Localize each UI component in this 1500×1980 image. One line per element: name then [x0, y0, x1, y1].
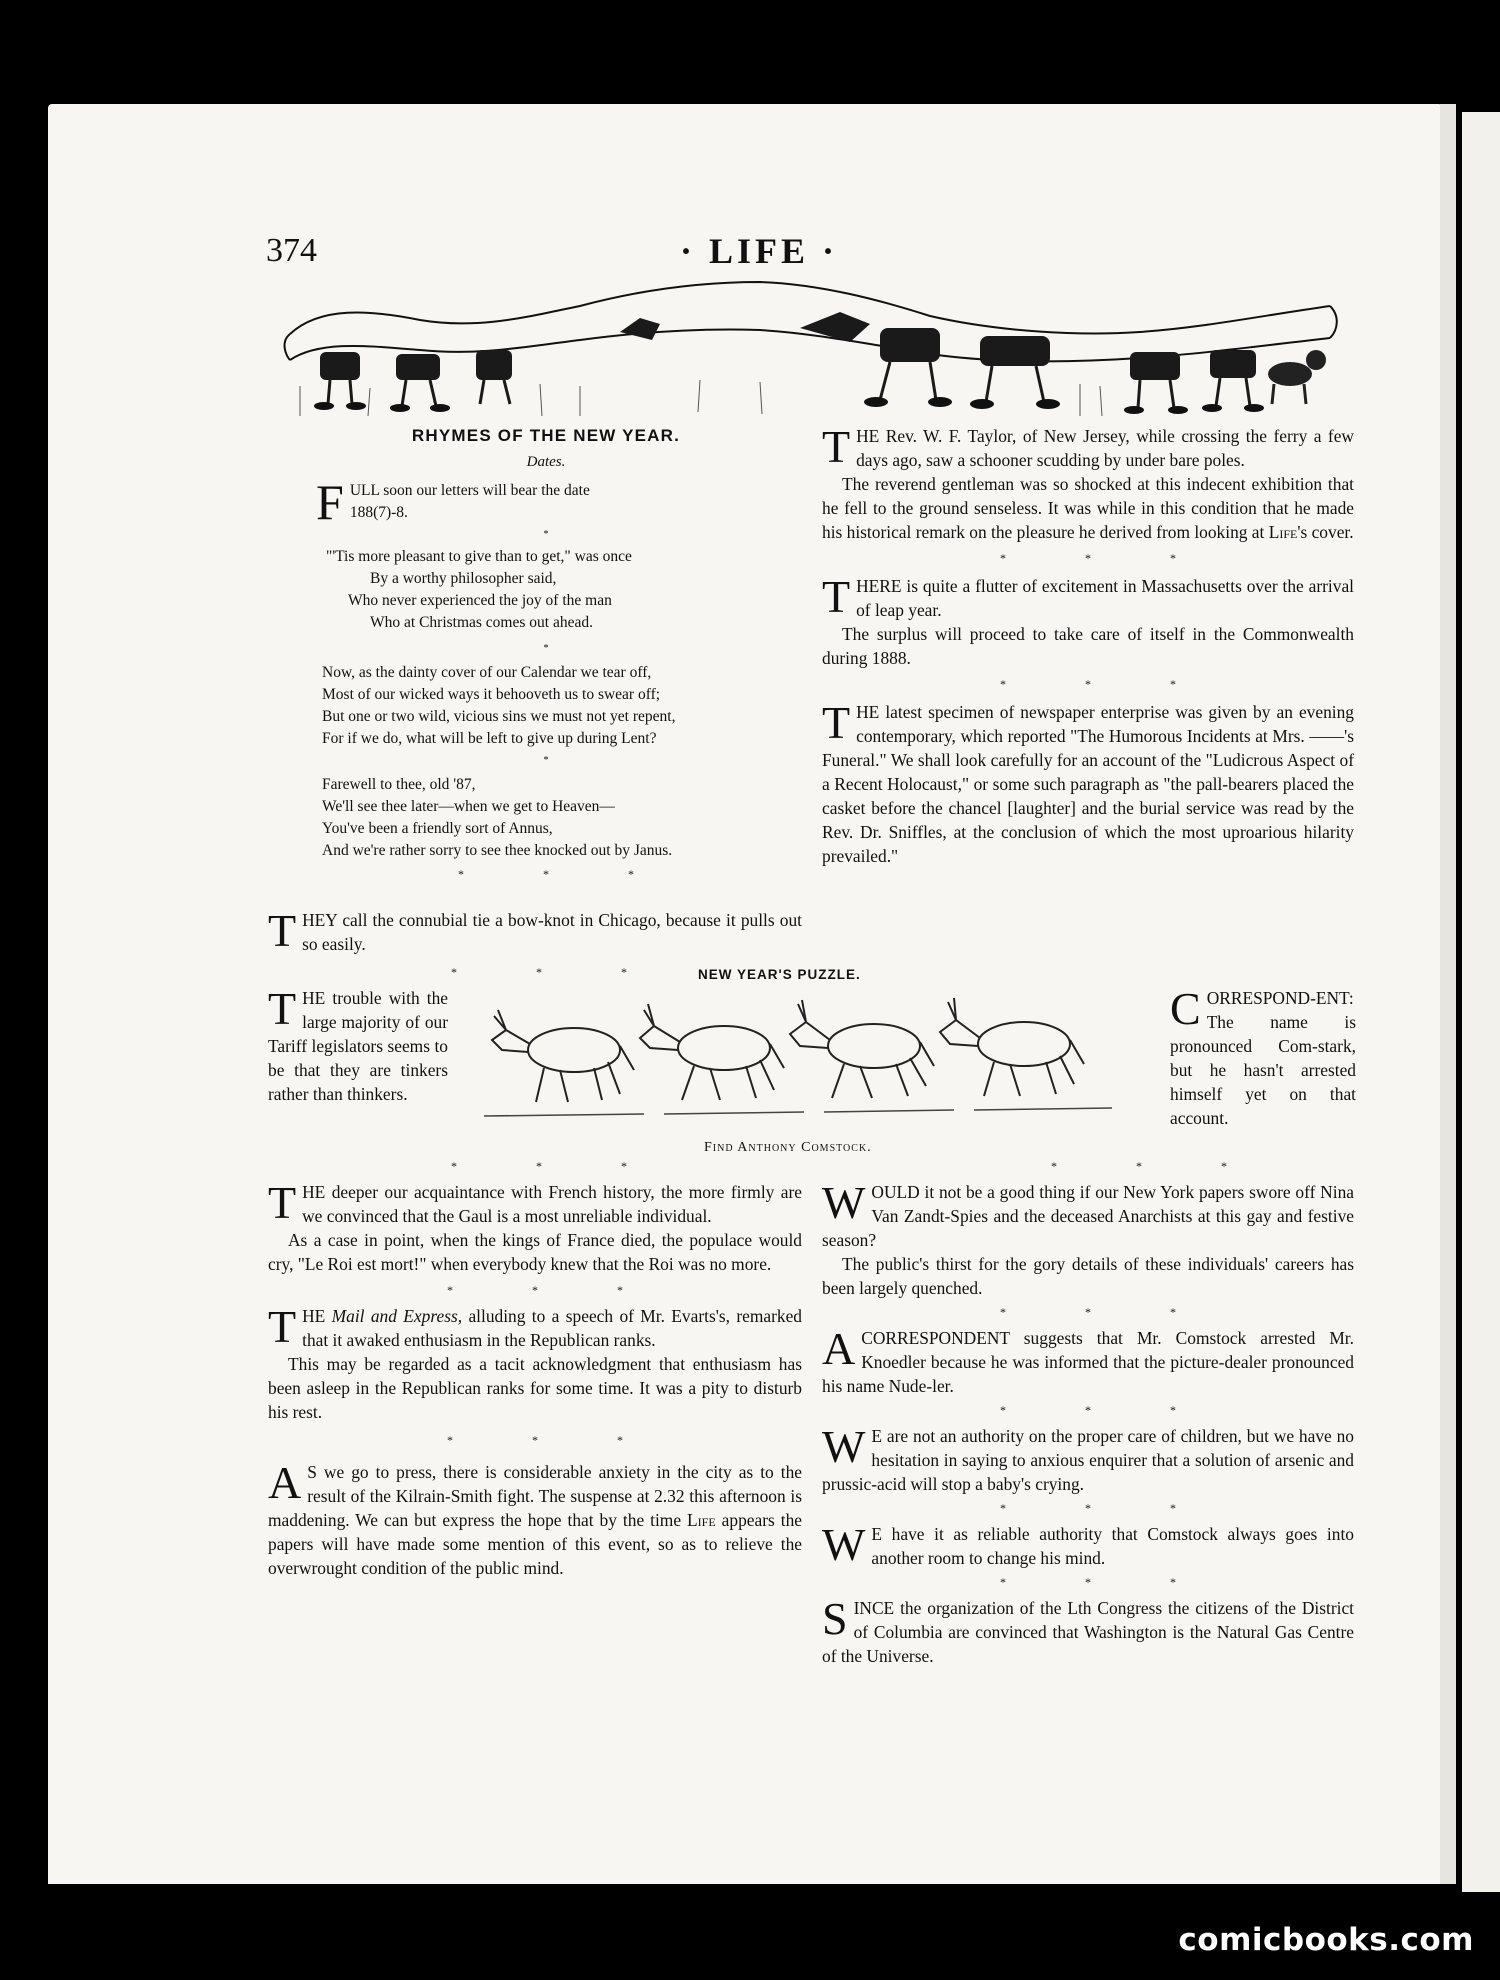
poem-line: But one or two wild, vicious sins we must not yet repent,: [322, 708, 676, 725]
star-divider: * * *: [458, 867, 672, 881]
star-divider: *: [543, 755, 549, 766]
drop-cap: W: [822, 1421, 866, 1472]
right-column-top: [822, 421, 1354, 868]
drop-cap: S: [822, 1593, 848, 1644]
leap-paragraph-2: The surplus will proceed to take care of itself in the Commonwealth during 1888.: [822, 624, 1354, 668]
poem-stanza-1: [296, 474, 796, 530]
star-divider: * * *: [1000, 1575, 1214, 1589]
star-divider: * * *: [1000, 1403, 1214, 1417]
drop-cap: T: [268, 983, 297, 1034]
star-divider: * * *: [1000, 551, 1214, 565]
star-divider: * * *: [1000, 1501, 1214, 1515]
drop-cap: T: [268, 905, 297, 956]
mail-paragraph-2: This may be regarded as a tacit acknowledgment that enthusiasm has been asleep in the Republican ranks for some time. It was a pity to disturb his rest.: [268, 1354, 802, 1422]
poem-stanza-3: [296, 662, 796, 750]
taylor-paragraph: THE Rev. W. F. Taylor, of New Jersey, while crossing the ferry a few days ago, saw a schooner scudding by under bare poles.: [822, 421, 1354, 472]
left-column-lower: [268, 1177, 802, 1580]
star-divider: * * *: [1000, 1305, 1214, 1319]
drop-cap: T: [268, 1177, 297, 1228]
poem-line: "'Tis more pleasant to give than to get," was once: [326, 548, 632, 565]
congress-paragraph: SINCE the organization of the Lth Congress the citizens of the District of Columbia are convinced that Washington is the Natural Gas Centre of the Universe.: [822, 1593, 1354, 1666]
star-divider: * * *: [447, 1283, 661, 1297]
drop-cap: W: [822, 1177, 866, 1228]
poem-line: Now, as the dainty cover of our Calendar we tear off,: [322, 664, 652, 681]
children-paragraph: W E are not an authority on the proper care of children, but we have no hesitation in saying to anxious enquirer that a solution of arsenic and prussic-acid will stop a baby's crying.: [822, 1421, 1354, 1494]
mind-paragraph: W E have it as reliable authority that Comstock always goes into another room to change his mind.: [822, 1519, 1354, 1570]
poem-line: And we're rather sorry to see thee knocked out by Janus.: [322, 842, 673, 859]
would-paragraph: WOULD it not be a good thing if our New York papers swore off Nina Van Zandt-Spies and the deceased Anarchists at this gay and festive season?: [822, 1177, 1354, 1250]
donkeys-puzzle-illustration: [484, 990, 1112, 1130]
poem-line: For if we do, what will be left to give up during Lent?: [322, 730, 657, 747]
drop-cap: T: [822, 697, 851, 748]
star-divider: * * *: [447, 1433, 661, 1447]
poem-stanza-2: [296, 546, 796, 634]
rhymes-column: [296, 424, 796, 884]
rhymes-heading: RHYMES OF THE NEW YEAR.: [411, 426, 681, 445]
rhymes-subheading: Dates.: [526, 454, 566, 470]
taylor-paragraph-2: The reverend gentleman was so shocked at this indecent exhibition that he fell to the ground senseless. It was while in this condition that he made his historical remark on the pleasure he derived from looking at Life's cover.: [822, 474, 1354, 542]
drop-cap: T: [822, 571, 851, 622]
tariff-paragraph: THE trouble with the large majority of our Tariff legislators seems to be that they are tinkers rather than thinkers.: [268, 983, 448, 1104]
mail-paragraph: THE Mail and Express, alluding to a speech of Mr. Evarts's, remarked that it awaked enthusiasm in the Republican ranks.: [268, 1301, 802, 1352]
poem-line: We'll see thee later—when we get to Heaven—: [322, 798, 615, 815]
star-divider: *: [543, 529, 549, 540]
drop-cap: A: [268, 1457, 302, 1508]
poem-line: Most of our wicked ways it behooveth us to swear off;: [322, 686, 661, 703]
poem-line: You've been a friendly sort of Annus,: [322, 820, 553, 837]
star-divider: * * *: [451, 965, 665, 979]
drop-cap: T: [822, 421, 851, 472]
star-divider: *: [543, 643, 549, 654]
right-column-lower: [822, 1177, 1354, 1668]
drop-cap: F: [316, 474, 344, 530]
watermark: comicbooks.com: [1178, 1922, 1474, 1958]
poem-line: By a worthy philosopher said,: [370, 570, 557, 587]
star-divider: * * *: [451, 1159, 665, 1173]
newspaper-paragraph: THE latest specimen of newspaper enterprise was given by an evening contemporary, which reported "The Humorous Incidents at Mrs. ——'s Funeral." We shall look carefully for an account of the "Ludicrous Aspect of a Recent Holocaust," or some such paragraph as "the pall-bearers placed the casket before the chancel [laughter] and the burial service was read by the Rev. Dr. Sniffles, at the conclusion of which the most uproarious hilarity prevailed.": [822, 697, 1354, 866]
puzzle-caption: Find Anthony Comstock.: [704, 1140, 872, 1155]
by-the-way-banner-illustration: [280, 276, 1342, 424]
correspondent-paragraph: CORRESPOND-ENT: The name is pronounced Com-stark, but he hasn't arrested himself yet on that account.: [1170, 983, 1356, 1128]
page-number: 374: [266, 232, 317, 269]
poem-stanza-4: [296, 774, 796, 862]
poem-line: Farewell to thee, old '87,: [322, 776, 476, 793]
poem-line: Who at Christmas comes out ahead.: [370, 614, 593, 631]
drop-cap: C: [1170, 983, 1201, 1034]
next-page-edge: [1462, 112, 1500, 1892]
leap-paragraph: THERE is quite a flutter of excitement in Massachusetts over the arrival of leap year.: [822, 571, 1354, 622]
drop-cap: T: [268, 1301, 297, 1352]
puzzle-title: NEW YEAR'S PUZZLE.: [698, 967, 861, 982]
star-divider: * * *: [1051, 1159, 1265, 1173]
french-paragraph-2: As a case in point, when the kings of France died, the populace would cry, "Le Roi est mort!" when everybody knew that the Roi was no more.: [268, 1230, 802, 1274]
drop-cap: A: [822, 1323, 856, 1374]
magazine-title: · LIFE ·: [680, 231, 839, 271]
would-paragraph-2: The public's thirst for the gory details of these individuals' careers has been largely quenched.: [822, 1254, 1354, 1298]
drop-cap: W: [822, 1519, 866, 1570]
chicago-paragraph: THEY call the connubial tie a bow-knot in Chicago, because it pulls out so easily.: [268, 905, 802, 956]
star-divider: * * *: [1000, 677, 1214, 691]
knoedler-paragraph: ACORRESPONDENT suggests that Mr. Comstock arrested Mr. Knoedler because he was informed that the picture-dealer pronounced his name Nude-ler.: [822, 1323, 1354, 1396]
poem-line: Who never experienced the joy of the man: [348, 592, 612, 609]
poem-line: 188(7)-8.: [349, 504, 408, 521]
press-paragraph: A S we go to press, there is considerable anxiety in the city as to the result of the Kilrain-Smith fight. The suspense at 2.32 this afternoon is maddening. We can but express the hope that by the time Life appears the papers will have made some mention of this event, so as to relieve the overwrought condition of the public mind.: [268, 1457, 802, 1578]
french-paragraph: THE deeper our acquaintance with French history, the more firmly are we convinced that the Gaul is a most unreliable individual.: [268, 1177, 802, 1228]
poem-line: ULL soon our letters will bear the date: [349, 482, 590, 499]
page-spine: [1440, 104, 1456, 1884]
